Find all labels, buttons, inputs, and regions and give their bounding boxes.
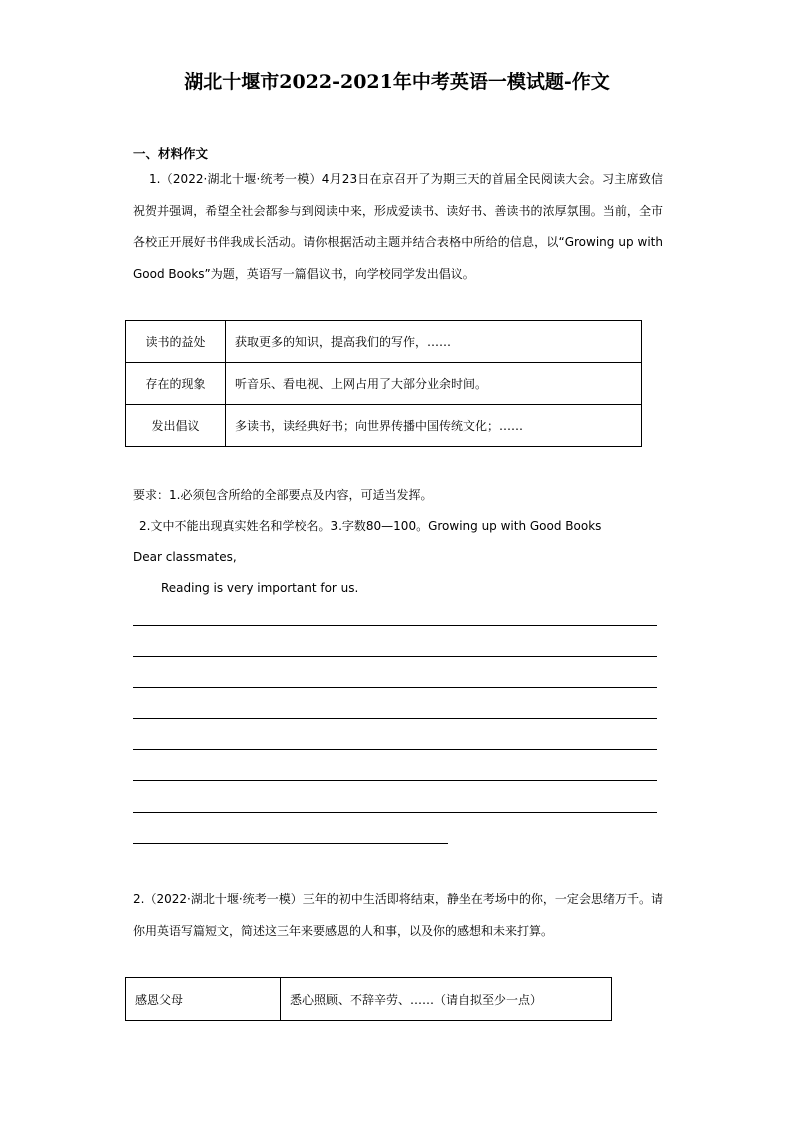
table-cell-content: 获取更多的知识，提高我们的写作，…… (226, 321, 642, 363)
question-2-text (133, 884, 663, 947)
table-row (126, 405, 642, 447)
section-heading: 一、材料作文 (133, 146, 209, 161)
table-row (126, 978, 612, 1021)
requirements-line-2: 2.文中不能出现真实姓名和学校名。3.字数80—100。Growing up with Good Books (139, 519, 602, 533)
answer-line[interactable] (133, 656, 657, 657)
answer-line[interactable] (133, 749, 657, 750)
question-1-text (133, 164, 663, 290)
table-cell-label: 发出倡议 (126, 405, 226, 447)
requirements-line-1: 要求：1.必须包含所给的全部要点及内容，可适当发挥。 (133, 488, 433, 502)
question-2-body: 2.（2022·湖北十堰·统考一模）三年的初中生活即将结束，静坐在考场中的你，一定会思绪万千。请你用英语写篇短文，简述这三年来要感恩的人和事，以及你的感想和未来打算。 (133, 892, 663, 938)
table-cell-label: 感恩父母 (126, 978, 281, 1021)
answer-line[interactable] (133, 812, 657, 813)
table-cell-label: 读书的益处 (126, 321, 226, 363)
page-title: 湖北十堰市2022-2021年中考英语一模试题-作文 (184, 71, 610, 93)
question-1-body: 1.（2022·湖北十堰·统考一模）4月23日在京召开了为期三天的首届全民阅读大会。习主席致信祝贺并强调，希望全社会都参与到阅读中来，形成爱读书、读好书、善读书的浓厚氛围。当前，全市各校正开展好书伴我成长活动。请你根据活动主题并结合表格中所给的信息，以“Growing up with Good Books”为题，英语写一篇倡议书，向学校同学发出倡议。 (133, 172, 663, 281)
answer-line[interactable] (133, 687, 657, 688)
table-cell-content: 悉心照顾、不辞辛劳、……（请自拟至少一点） (281, 978, 612, 1021)
answer-line[interactable] (133, 780, 657, 781)
question-1-table (125, 320, 642, 447)
essay-opening: Reading is very important for us. (161, 581, 359, 595)
table-cell-content: 听音乐、看电视、上网占用了大部分业余时间。 (226, 363, 642, 405)
answer-line[interactable] (133, 718, 657, 719)
table-cell-label: 存在的现象 (126, 363, 226, 405)
table-row (126, 363, 642, 405)
question-2-table (125, 977, 612, 1021)
table-row (126, 321, 642, 363)
salutation: Dear classmates, (133, 550, 237, 564)
answer-line[interactable] (133, 843, 448, 844)
table-cell-content: 多读书，读经典好书；向世界传播中国传统文化；…… (226, 405, 642, 447)
answer-line[interactable] (133, 625, 657, 626)
